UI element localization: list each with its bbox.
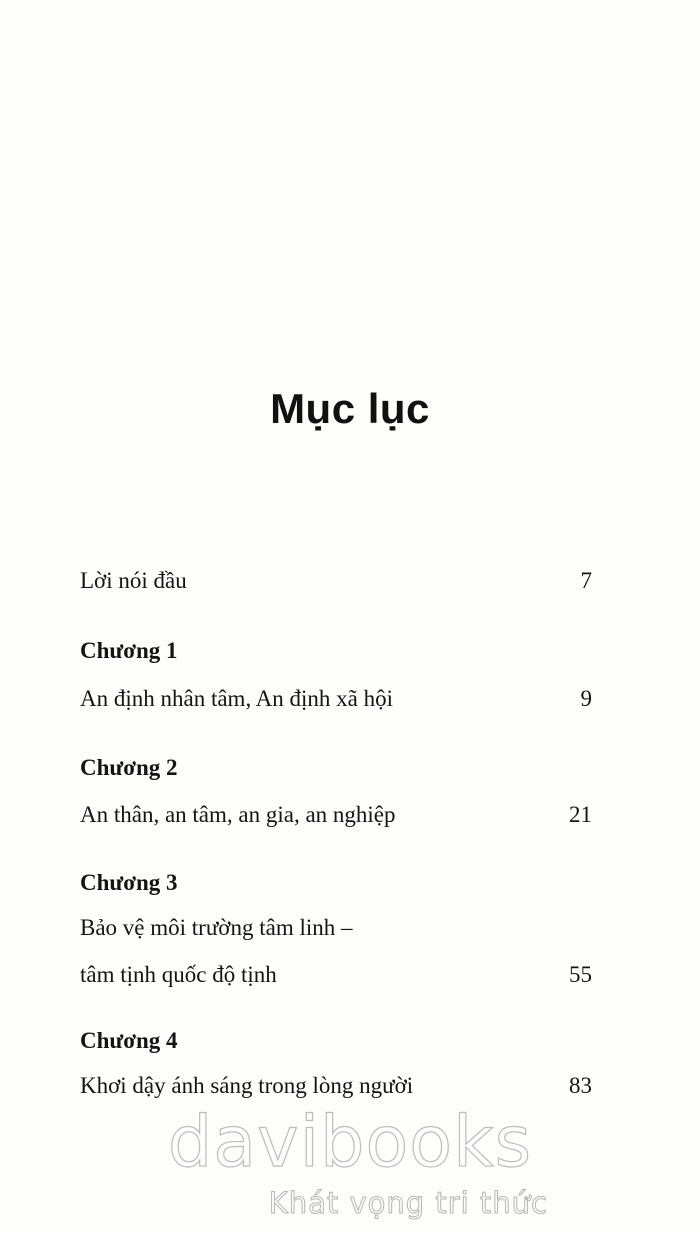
toc-entry-label: tâm tịnh quốc độ tịnh bbox=[80, 962, 277, 987]
toc-entry-chapter-3-line-1 bbox=[80, 913, 592, 943]
toc-entry-preface bbox=[80, 566, 592, 596]
toc-page-number: 55 bbox=[569, 962, 592, 987]
toc-page-number: 21 bbox=[569, 802, 592, 827]
toc-entry-chapter-3-line-2 bbox=[80, 960, 592, 990]
chapter-heading-1: Chương 1 bbox=[80, 638, 178, 663]
watermark-brand: davibooks bbox=[167, 1101, 533, 1183]
page-title: Mục lục bbox=[270, 385, 430, 432]
toc-entry-chapter-1 bbox=[80, 684, 592, 714]
toc-entry-label: An thân, an tâm, an gia, an nghiệp bbox=[80, 802, 396, 827]
toc-entry-label: Bảo vệ môi trường tâm linh – bbox=[80, 915, 353, 940]
toc-entry-label: Lời nói đầu bbox=[80, 568, 187, 593]
toc-page-number: 83 bbox=[569, 1073, 592, 1098]
toc-entry-label: An định nhân tâm, An định xã hội bbox=[80, 686, 394, 711]
toc-entry-chapter-4 bbox=[80, 1071, 592, 1101]
chapter-heading-3: Chương 3 bbox=[80, 870, 178, 895]
chapter-heading-2: Chương 2 bbox=[80, 755, 178, 780]
toc-entry-label: Khơi dậy ánh sáng trong lòng người bbox=[80, 1073, 414, 1098]
toc-entry-chapter-2 bbox=[80, 800, 592, 830]
toc-page-number: 9 bbox=[580, 686, 592, 711]
watermark-tagline: Khát vọng tri thức bbox=[268, 1186, 548, 1220]
chapter-heading-4: Chương 4 bbox=[80, 1028, 178, 1053]
toc-page-number: 7 bbox=[580, 568, 592, 593]
